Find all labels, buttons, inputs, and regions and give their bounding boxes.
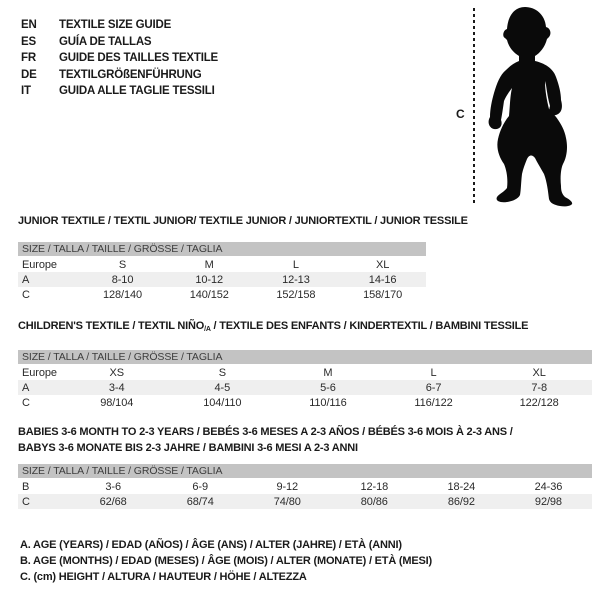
value-cell: 3-4 bbox=[64, 380, 170, 395]
value-cell: 74/80 bbox=[244, 494, 331, 509]
size-cell: S bbox=[218, 366, 226, 379]
babies-table-title-line1: BABIES 3-6 MONTH TO 2-3 YEARS / BEBÉS 3-6 MESES A 2-3 AÑOS / BÉBÉS 3-6 MOIS À 2-3 ANS / bbox=[18, 426, 513, 438]
lang-row-es bbox=[21, 34, 218, 51]
children-table-title: CHILDREN'S TEXTILE / TEXTIL NIÑO/A / TEXTILE DES ENFANTS / KINDERTEXTIL / BAMBINI TESSILE bbox=[18, 320, 529, 333]
value-cell: 10-12 bbox=[166, 272, 253, 287]
value-cell: 4-5 bbox=[170, 380, 276, 395]
lang-code: IT bbox=[21, 85, 31, 98]
value-cell: 158/170 bbox=[363, 288, 403, 301]
value-cell: 86/92 bbox=[418, 494, 505, 509]
lang-code: EN bbox=[21, 19, 37, 32]
value-cell: 8-10 bbox=[79, 272, 166, 287]
toddler-silhouette-image bbox=[481, 5, 575, 207]
value-cell: 7-8 bbox=[486, 380, 592, 395]
size-cell: L bbox=[430, 366, 437, 379]
size-cell: L bbox=[292, 258, 299, 271]
value-cell: 128/140 bbox=[103, 288, 143, 301]
value-cell: 116/122 bbox=[414, 396, 453, 409]
size-cell: XS bbox=[109, 366, 124, 379]
value-cell: 9-12 bbox=[276, 480, 299, 493]
babies-size-header-bar: SIZE / TALLA / TAILLE / GRÖSSE / TAGLIA bbox=[18, 464, 592, 478]
lang-row-de bbox=[21, 67, 218, 84]
row-label: C bbox=[18, 494, 70, 509]
value-cell: 104/110 bbox=[203, 396, 242, 409]
lang-code: FR bbox=[21, 52, 36, 65]
value-cell: 12-13 bbox=[253, 272, 340, 287]
value-cell: 122/128 bbox=[519, 396, 559, 409]
lang-label: TEXTILGRÖßENFÜHRUNG bbox=[59, 68, 202, 81]
note-age-years: A. AGE (YEARS) / EDAD (AÑOS) / ÂGE (ANS) / ALTER (JAHRE) / ETÀ (ANNI) bbox=[20, 539, 402, 551]
lang-code: DE bbox=[21, 68, 37, 81]
junior-table-section bbox=[18, 215, 468, 302]
table-row bbox=[18, 380, 592, 395]
lang-row-en bbox=[21, 17, 218, 34]
babies-table-title-line2: BABYS 3-6 MONATE BIS 2-3 JAHRE / BAMBINI 3-6 MESI A 2-3 ANNI bbox=[18, 442, 358, 454]
value-cell: 24-36 bbox=[534, 480, 563, 493]
value-cell: 92/98 bbox=[505, 494, 592, 509]
size-cell: M bbox=[323, 366, 333, 379]
value-cell: 12-18 bbox=[360, 480, 389, 493]
value-cell: 5-6 bbox=[275, 380, 381, 395]
lang-code: ES bbox=[21, 35, 36, 48]
value-cell: 152/158 bbox=[276, 288, 316, 301]
table-row bbox=[18, 479, 592, 494]
value-cell: 62/68 bbox=[70, 494, 157, 509]
babies-table-section bbox=[18, 426, 592, 509]
junior-size-header-bar: SIZE / TALLA / TAILLE / GRÖSSE / TAGLIA bbox=[18, 242, 426, 256]
value-cell: 68/74 bbox=[157, 494, 244, 509]
size-cell: S bbox=[118, 258, 127, 271]
lang-label: GUIDA ALLE TAGLIE TESSILI bbox=[59, 85, 215, 98]
value-cell: 14-16 bbox=[339, 272, 426, 287]
children-table-section bbox=[18, 320, 592, 410]
value-cell: 6-9 bbox=[192, 480, 209, 493]
table-row bbox=[18, 287, 426, 302]
row-label: Europe bbox=[22, 366, 57, 379]
table-row bbox=[18, 272, 426, 287]
children-size-table bbox=[18, 365, 592, 410]
lang-label: GUIDE DES TAILLES TEXTILE bbox=[59, 52, 218, 65]
row-label: A bbox=[18, 272, 79, 287]
size-cell: XL bbox=[375, 258, 390, 271]
row-label: A bbox=[18, 380, 64, 395]
value-cell: 3-6 bbox=[105, 480, 121, 493]
babies-size-table bbox=[18, 479, 592, 509]
row-label: C bbox=[22, 288, 30, 301]
lang-row-it bbox=[21, 83, 218, 100]
value-cell: 140/152 bbox=[189, 288, 229, 301]
row-label: Europe bbox=[22, 258, 57, 271]
table-row bbox=[18, 395, 592, 410]
junior-table-title: JUNIOR TEXTILE / TEXTIL JUNIOR/ TEXTILE JUNIOR / JUNIORTEXTIL / JUNIOR TESSILE bbox=[18, 215, 468, 227]
language-list bbox=[21, 17, 218, 100]
table-row bbox=[18, 257, 426, 272]
row-label: C bbox=[22, 396, 30, 409]
value-cell: 18-24 bbox=[447, 480, 476, 493]
table-row bbox=[18, 494, 592, 509]
size-cell: XL bbox=[532, 366, 546, 379]
value-cell: 6-7 bbox=[381, 380, 487, 395]
height-measure-dashed-line bbox=[473, 8, 475, 206]
children-size-header-bar: SIZE / TALLA / TAILLE / GRÖSSE / TAGLIA bbox=[18, 350, 592, 364]
lang-label: GUÍA DE TALLAS bbox=[59, 35, 152, 48]
row-label: B bbox=[22, 480, 30, 493]
size-cell: M bbox=[204, 258, 214, 271]
height-measure-label: C bbox=[456, 107, 465, 121]
lang-row-fr bbox=[21, 50, 218, 67]
table-row bbox=[18, 365, 592, 380]
value-cell: 98/104 bbox=[100, 396, 134, 409]
legend-notes bbox=[20, 537, 432, 586]
value-cell: 110/116 bbox=[309, 396, 347, 409]
note-height-cm: C. (cm) HEIGHT / ALTURA / HAUTEUR / HÖHE / ALTEZZA bbox=[20, 571, 307, 584]
lang-label: TEXTILE SIZE GUIDE bbox=[59, 19, 172, 32]
junior-size-table bbox=[18, 257, 426, 302]
note-age-months: B. AGE (MONTHS) / EDAD (MESES) / ÂGE (MOIS) / ALTER (MONATE) / ETÀ (MESI) bbox=[20, 555, 432, 568]
value-cell: 80/86 bbox=[331, 494, 418, 509]
